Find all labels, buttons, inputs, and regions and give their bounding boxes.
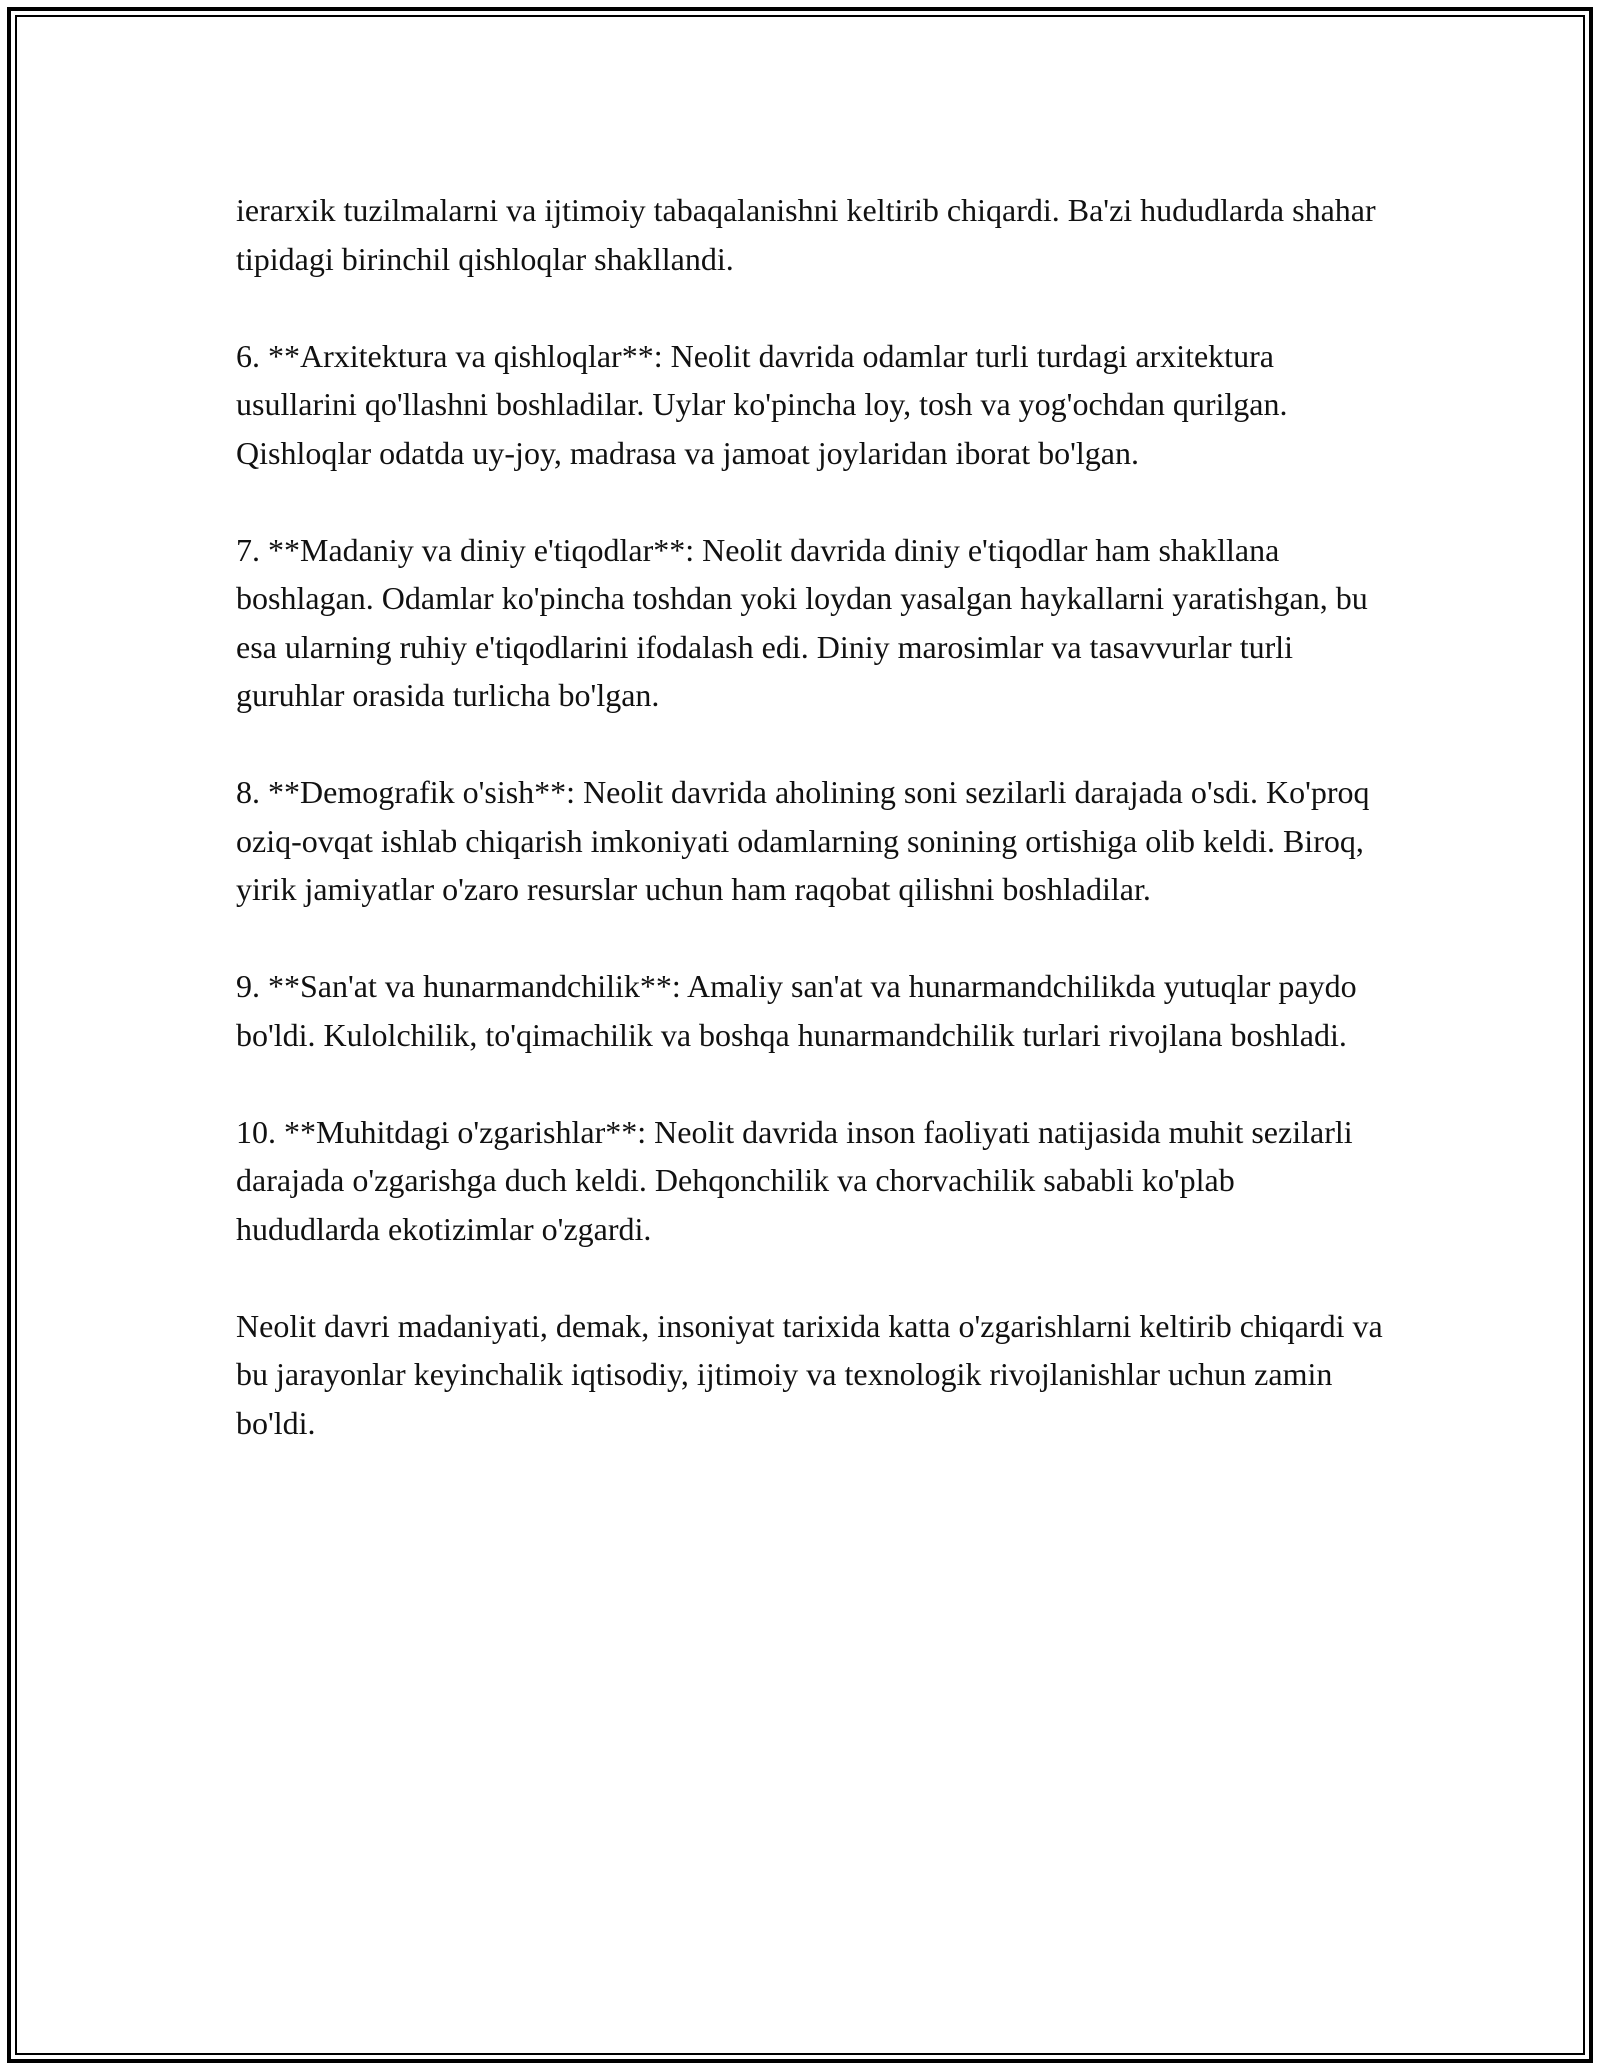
paragraph-item-9-crafts: 9. **San'at va hunarmandchilik**: Amaliy san'at va hunarmandchilikda yutuqlar paydo bo'ldi. Kulolchilik, to'qimachilik va boshqa hunarmandchilik turlari rivojlana boshladi.: [236, 968, 1357, 1053]
paragraph-conclusion: Neolit davri madaniyati, demak, insoniyat tarixida katta o'zgarishlarni keltirib chiqardi va bu jarayonlar keyinchalik iqtisodiy, ijtimoiy va texnologik rivojlanishlar uchun zamin bo'ldi.: [236, 1307, 1383, 1441]
paragraph-item-7-beliefs: 7. **Madaniy va diniy e'tiqodlar**: Neolit davrida diniy e'tiqodlar ham shakllana boshlagan. Odamlar ko'pincha toshdan yoki loydan yasalgan haykallarni yaratishgan, bu esa ularning ruhiy e'tiqodlarini ifodalash edi. Diniy marosimlar va tasavvurlar turli guruhlar orasida turlicha bo'lgan.: [236, 531, 1368, 713]
document-body: [236, 186, 1386, 1447]
paragraph-item-10-environment: 10. **Muhitdagi o'zgarishlar**: Neolit davrida inson faoliyati natijasida muhit sezilarli darajada o'zgarishga duch keldi. Dehqonchilik va chorvachilik sababli ko'plab hududlarda ekotizimlar o'zgardi.: [236, 1113, 1353, 1247]
paragraph-continuation: ierarxik tuzilmalarni va ijtimoiy tabaqalanishni keltirib chiqardi. Ba'zi hududlarda shahar tipidagi birinchil qishloqlar shakllandi.: [236, 192, 1376, 277]
paragraph-item-6-architecture: 6. **Arxitektura va qishloqlar**: Neolit davrida odamlar turli turdagi arxitektura usullarini qo'llashni boshladilar. Uylar ko'pincha loy, tosh va yog'ochdan qurilgan. Qishloqlar odatda uy-joy, madrasa va jamoat joylaridan iborat bo'lgan.: [236, 337, 1288, 471]
paragraph-item-8-demographics: 8. **Demografik o'sish**: Neolit davrida aholining soni sezilarli darajada o'sdi. Ko'proq oziq-ovqat ishlab chiqarish imkoniyati odamlarning sonining ortishiga olib keldi. Biroq, yirik jamiyatlar o'zaro resurslar uchun ham raqobat qilishni boshladilar.: [236, 774, 1370, 907]
